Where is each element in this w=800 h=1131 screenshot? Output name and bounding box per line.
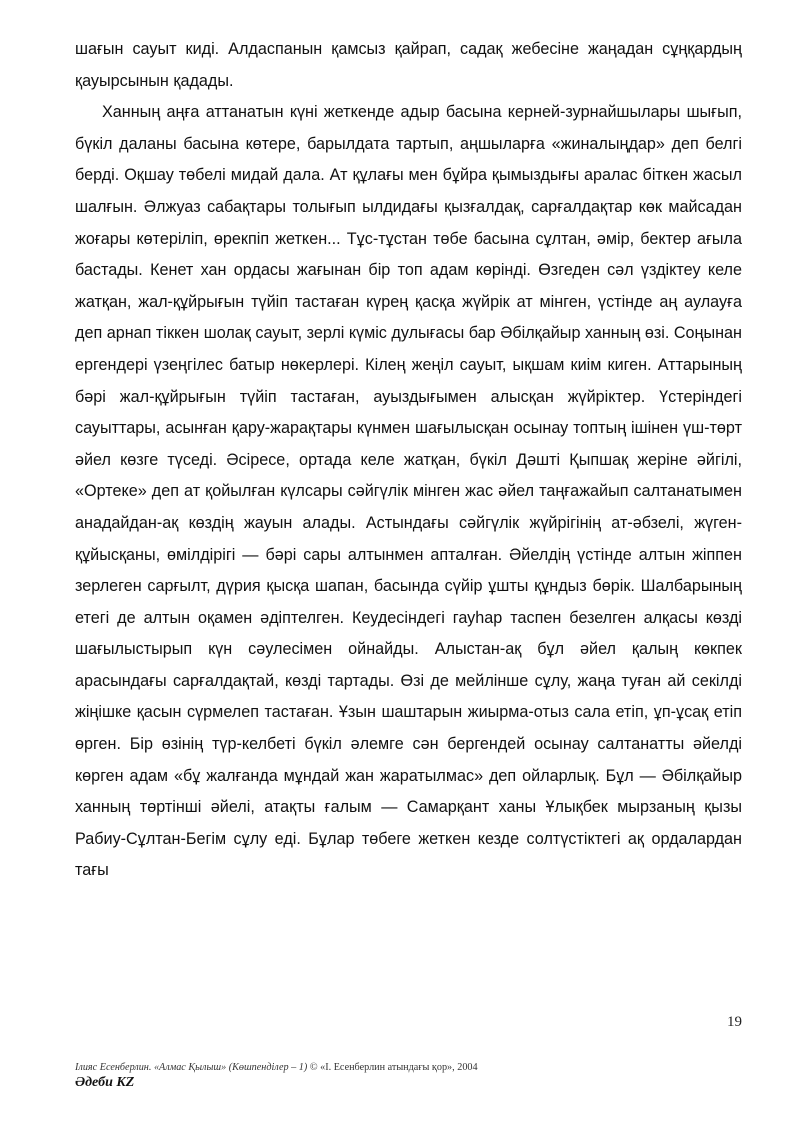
footer-citation-title: Ілияс Есенберлин. «Алмас Қылыш» (Көшпенділер – 1) bbox=[75, 1062, 308, 1073]
paragraph-main: Ханның аңға аттанатын күні жеткенде адыр басына керней-зурнайшылары шығып, бүкіл даланы басына көтере, барылдата тартып, аңшыларға «жиналыңдар» деп белгі берді. Оқшау төбелі мидай дала. Ат құлағы мен бұйра қымыздығы аралас біткен жасыл шалғын. Әлжуаз сабақтары толығып ылдидағы қызғалдақ, сарғалдақтар көк майсадан жоғары көтеріліп, өрекпіп жеткен... Тұс-тұстан төбе басына сұлтан, әмір, бектер ағыла бастады. Кенет хан ордасы жағынан бір топ адам көрінді. Өзгеден сәл үздіктеу келе жатқан, жал-құйрығын түйіп тастаған күрең қасқа жүйрік ат мінген, үстінде аң аулауға деп арнап тіккен шолақ сауыт, зерлі күміс дулығасы бар Әбілқайыр ханның өзі. Соңынан ергендері үзеңгілес батыр нөкерлері. Кілең жеңіл сауыт, ықшам киім киген. Аттарының бәрі жал-құйрығын түйіп тастаған, ауыздығымен алысқан жүйріктер. Үстеріндегі сауыттары, асынған қару-жарақтары күнмен шағылысқан осынау топтың ішінен үш-төрт әйел көзге түседі. Әсіресе, ортада келе жатқан, бүкіл Дәшті Қыпшақ жеріне әйгілі, «Ортеке» деп ат қойылған күлсары сәйгүлік мінген жас әйел таңғажайып салтанатымен анадайдан-ақ көздің жауын алады. Астындағы сәйгүлік жүйрігінің ат-әбзелі, жүген-құйысқаны, өмілдірігі — бәрі сары алтынмен апталған. Әйелдің үстінде алтын жіппен зерлеген сарғылт, дүрия қысқа шапан, басында сүйір ұшты құндыз бөрік. Шалбарының етегі де алтын оқамен әдіптелген. Кеудесіндегі гауһар таспен безелген алқасы көзді шағылыстырып күн сәулесімен ойнайды. Алыстан-ақ бұл әйел қалың көкпек арасындағы сарғалдақтай, көзді тартады. Өзі де мейлінше сұлу, жаңа туған ай секілді жіңішке қасын сүрмелеп тастаған. Ұзын шаштарын жиырма-отыз сала етіп, ұп-ұсақ етіп өрген. Бір өзінің түр-келбеті бүкіл әлемге сән бергендей осынау салтанатты әйелді көрген адам «бұ жалғанда мұндай жан жаратылмас» деп ойларлық. Бұл — Әбілқайыр ханның төртінші әйелі, атақты ғалым — Самарқант ханы Ұлықбек мырзаның қызы Рабиу-Сұлтан-Бегім сұлу еді. Бұлар төбеге жеткен кезде солтүстіктегі ақ ордалардан тағы bbox=[75, 103, 742, 880]
body-text bbox=[75, 34, 742, 887]
paragraph-continuation: шағын сауыт киді. Алдаспанын қамсыз қайрап, садақ жебесіне жаңадан сұңқардың қауырсынын қадады. bbox=[75, 40, 742, 90]
page-number: 19 bbox=[727, 1014, 742, 1030]
footer-citation bbox=[75, 1062, 478, 1073]
footer-citation-copyright: © «І. Есенберлин атындағы қор», 2004 bbox=[307, 1062, 478, 1073]
footer-brand: Әдеби KZ bbox=[75, 1075, 135, 1090]
